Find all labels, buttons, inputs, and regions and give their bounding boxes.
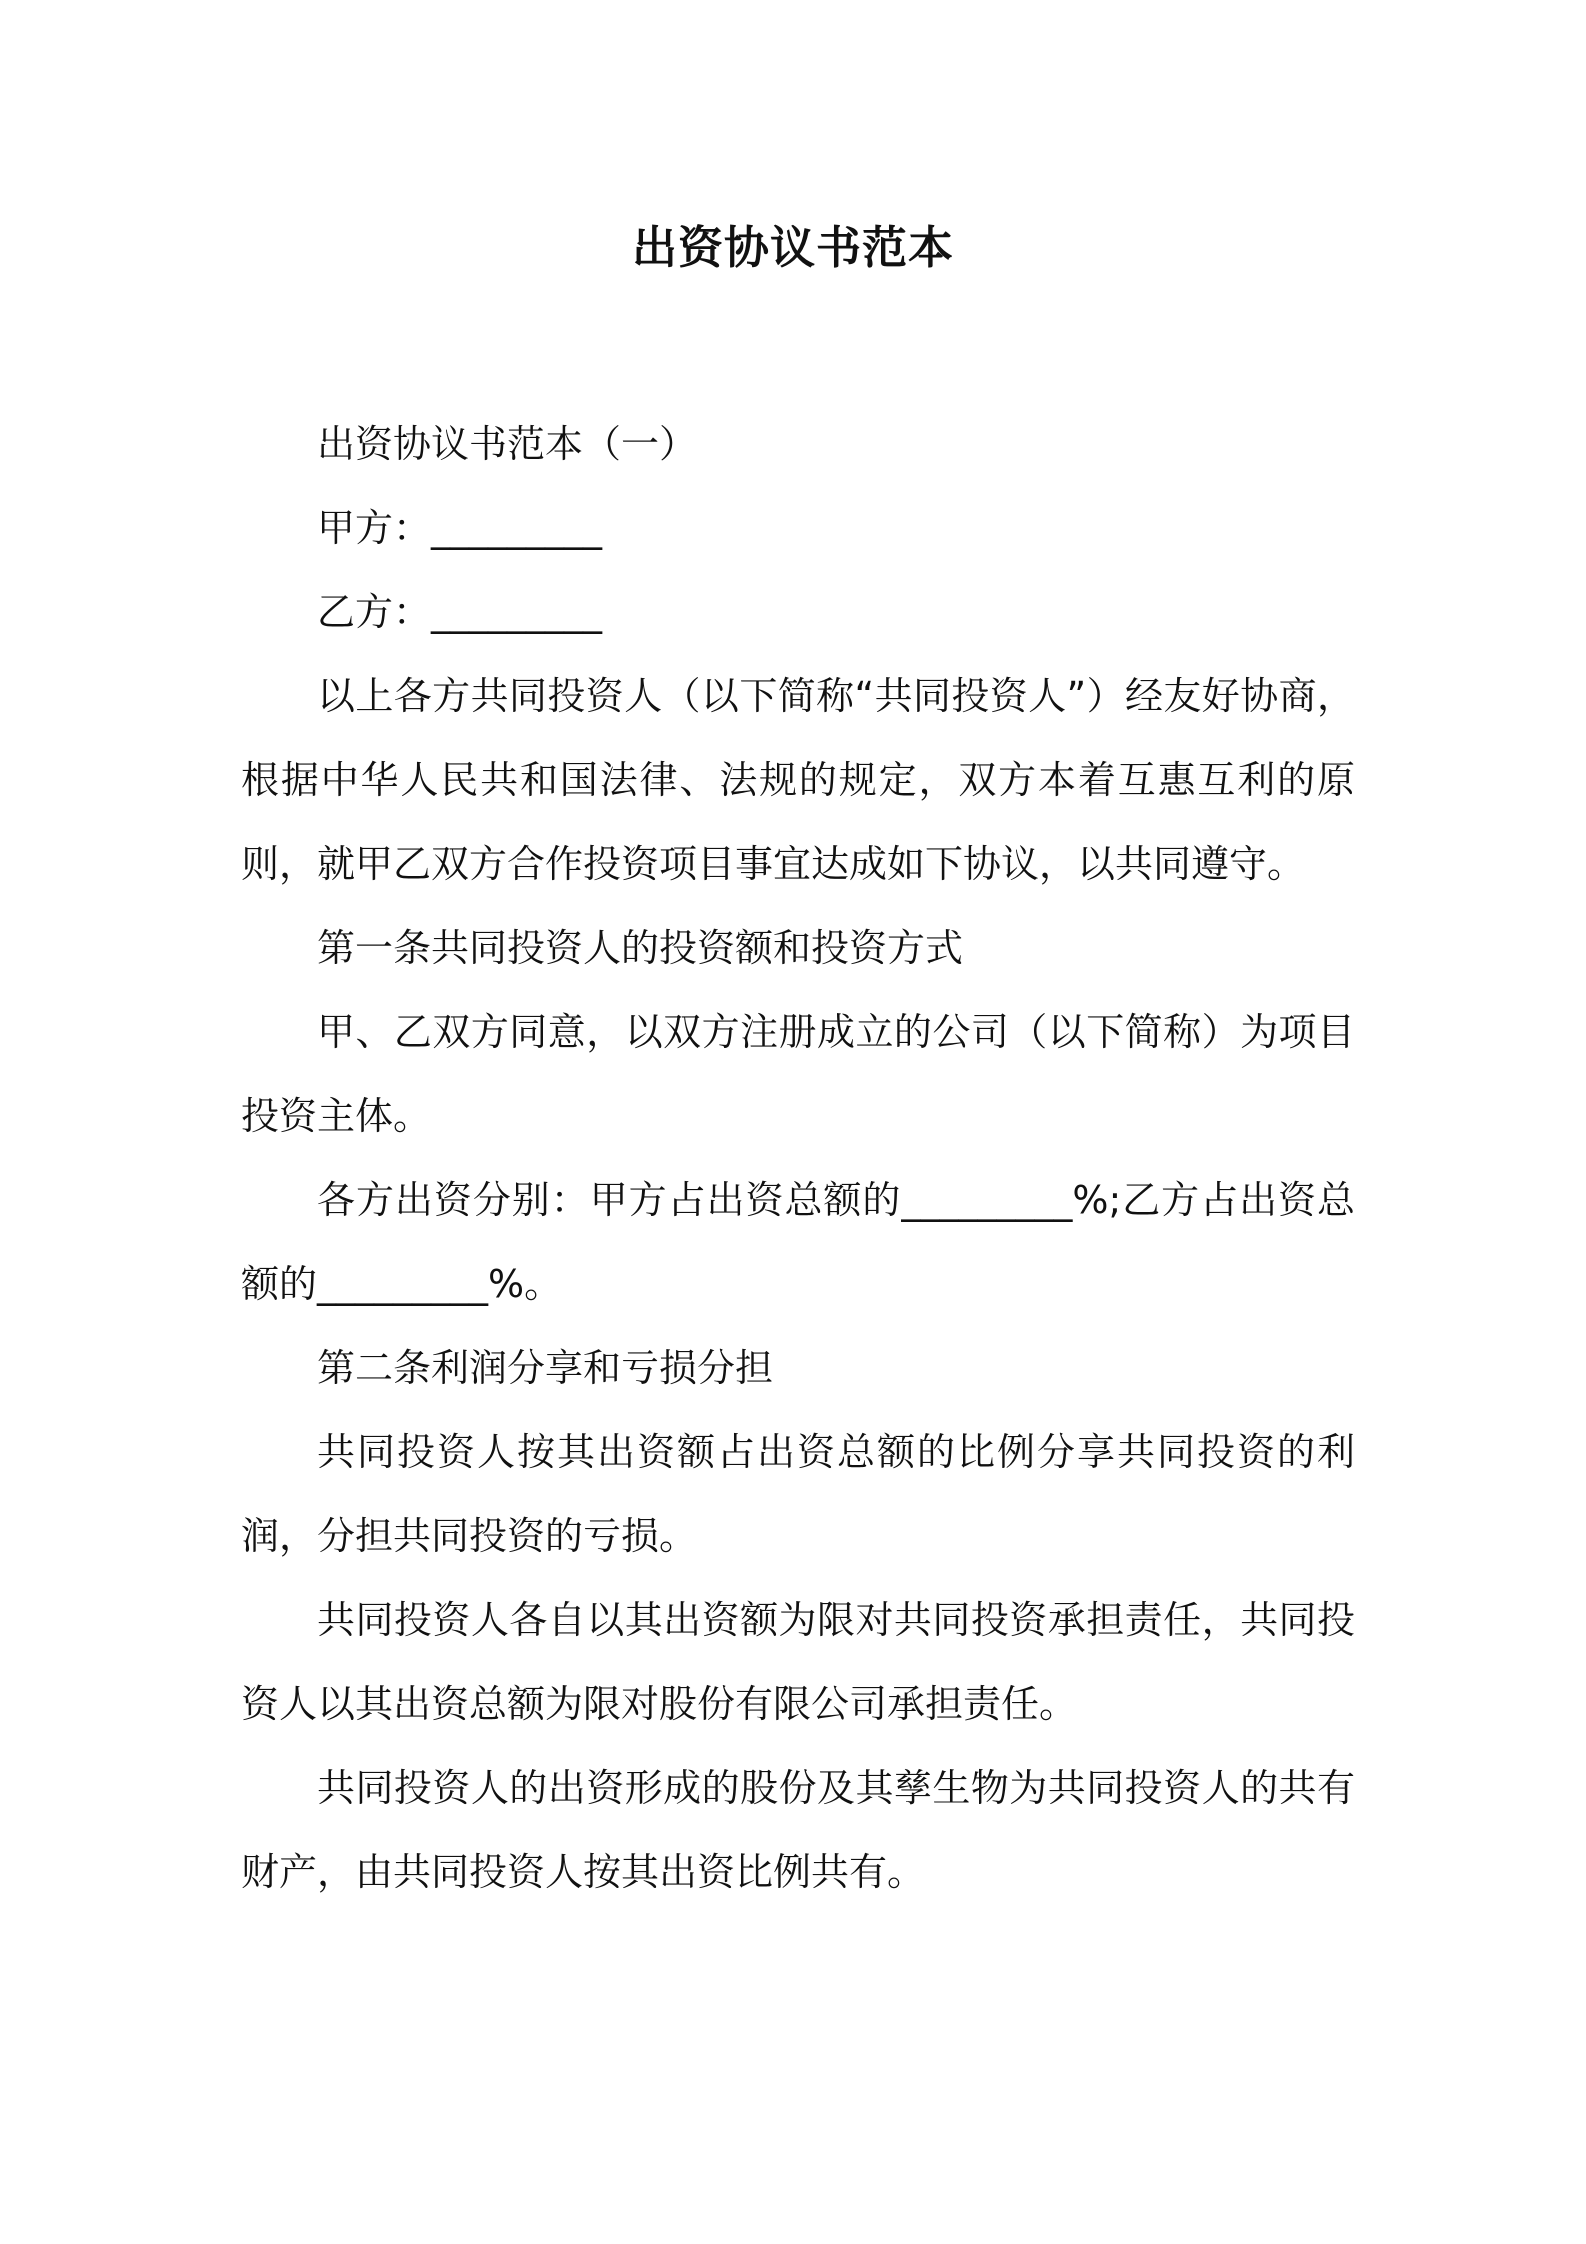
subtitle-paragraph: 出资协议书范本（一） xyxy=(317,422,698,466)
article-1-heading: 第一条共同投资人的投资额和投资方式 xyxy=(317,926,964,970)
document-title: 出资协议书范本 xyxy=(631,221,954,274)
party-b-line: 乙方：_________ xyxy=(317,590,603,634)
preamble-paragraph: 以上各方共同投资人（以下简称“共同投资人”）经友好协商，根据中华人民共和国法律、法规的规定，双方本着互惠互利的原则，就甲乙双方合作投资项目事宜达成如下协议，以共同遵守。 xyxy=(241,674,1355,886)
article-2-paragraph-1: 共同投资人按其出资额占出资总额的比例分享共同投资的利润，分担共同投资的亏损。 xyxy=(241,1430,1355,1558)
article-2-heading: 第二条利润分享和亏损分担 xyxy=(317,1346,774,1390)
document-body xyxy=(241,402,1355,1914)
article-2-paragraph-3: 共同投资人的出资形成的股份及其孳生物为共同投资人的共有财产，由共同投资人按其出资比例共有。 xyxy=(241,1766,1355,1894)
article-1-paragraph-2: 各方出资分别：甲方占出资总额的_________%;乙方占出资总额的_________%。 xyxy=(241,1178,1355,1306)
article-2-paragraph-2: 共同投资人各自以其出资额为限对共同投资承担责任，共同投资人以其出资总额为限对股份有限公司承担责任。 xyxy=(241,1598,1355,1726)
article-1-paragraph-1: 甲、乙双方同意，以双方注册成立的公司（以下简称）为项目投资主体。 xyxy=(241,1010,1355,1138)
party-a-line: 甲方：_________ xyxy=(317,506,603,550)
